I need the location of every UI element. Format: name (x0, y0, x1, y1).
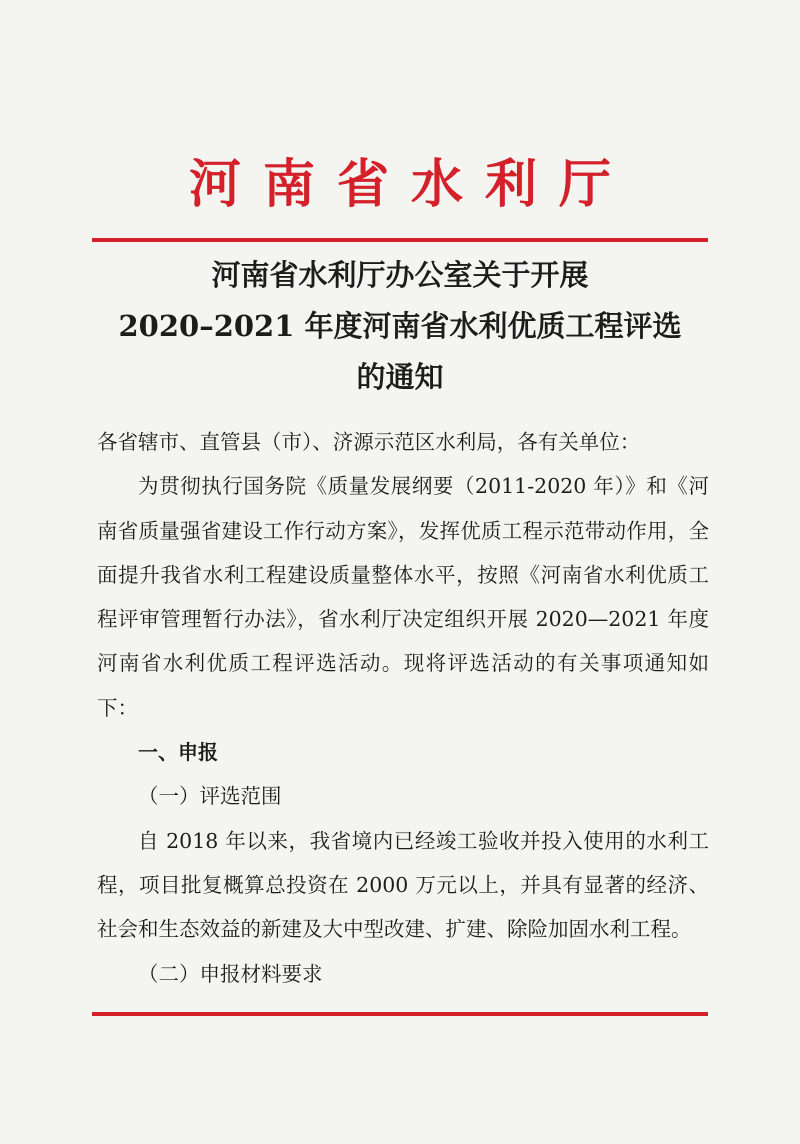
section-heading-apply: 一、申报 (138, 740, 218, 765)
title-line-1: 河南省水利厅办公室关于开展 (211, 258, 589, 292)
scope-paragraph: 自 2018 年以来，我省境内已经竣工验收并投入使用的水利工程，项目批复概算总投资在 2000 万元以上，并具有显著的经济、社会和生态效益的新建及大中型改建、扩建、除险加固水利工程。 (97, 828, 709, 942)
letterhead-red-rule (92, 238, 708, 242)
document-title (90, 250, 710, 403)
footer-red-rule (92, 1012, 708, 1016)
subsection-heading-materials: （二）申报材料要求 (138, 961, 323, 986)
subsection-heading-scope: （一）评选范围 (138, 784, 282, 809)
title-line-2: 2020–2021 年度河南省水利优质工程评选 (118, 309, 682, 343)
title-line-3: 的通知 (356, 360, 444, 394)
addressee-line: 各省辖市、直管县（市）、济源示范区水利局，各有关单位： (97, 430, 641, 454)
letterhead-org-name: 河南省水利厅 (188, 154, 633, 215)
intro-paragraph: 为贯彻执行国务院《质量发展纲要（2011-2020 年）》和《河南省质量强省建设工作行动方案》，发挥优质工程示范带动作用，全面提升我省水利工程建设质量整体水平，按照《河南省水利优质工程评审管理暂行办法》，省水利厅决定组织开展 2020—2021 年度河南省水利优质工程评选活动。现将评选活动的有关事项通知如下： (97, 474, 709, 720)
document-body (97, 420, 709, 996)
